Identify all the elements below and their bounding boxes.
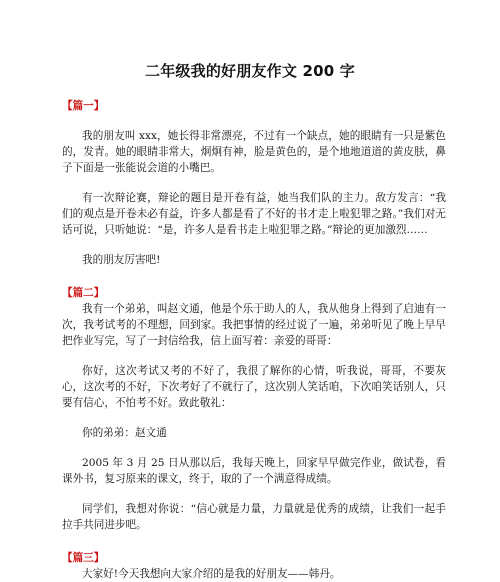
section-heading-1: 【篇一】: [62, 100, 105, 112]
paragraph: 你好，这次考试又考的不好了，我很了解你的心情，听我说，哥哥，不要灰心，这次考的不好，下次考好了不就行了，这次别人笑话咱，下次咱笑话别人，只要有信心，不怕考不好。致此敬礼：: [62, 365, 446, 409]
section-heading-2: 【篇二】: [62, 287, 105, 299]
paragraph: 大家好!今天我想向大家介绍的是我的好朋友——韩丹。: [82, 568, 341, 580]
paragraph: 同学们，我想对你说：“信心就是力量，力量就是优秀的成绩，让我们一起手拉手共同进步吧。: [62, 503, 446, 531]
section-heading-3: 【篇三】: [62, 552, 105, 564]
paragraph: 我的朋友叫 xxx，她长得非常漂亮，不过有一个缺点，她的眼睛有一只是紫色的，发青。她的眼睛非常大，炯炯有神，脸是黄色的，是个地地道道的黄皮肤，鼻子下面是一张能说会道的小嘴巴。: [62, 130, 446, 174]
article-body: [62, 98, 446, 582]
paragraph: 你的弟弟：赵文通: [82, 427, 167, 439]
paragraph: 我的朋友厉害吧!: [82, 254, 161, 266]
page-title: 二年级我的好朋友作文 200 字: [145, 62, 355, 80]
paragraph: 2005 年 3 月 25 日从那以后，我每天晚上，回家早早做完作业，做试卷，看课外书，复习原来的课文，终于，取的了一个满意得成绩。: [62, 457, 446, 485]
paragraph: 有一次辩论赛，辩论的题目是开卷有益，她当我们队的主力。敌方发言：“我们的观点是开卷未必有益，许多人都是看了不好的书才走上啦犯罪之路。”我们对无话可说，只听她说：“是，许多人是看书走上啦犯罪之路。”辩论的更加激烈……: [62, 192, 446, 236]
paragraph: 我有一个弟弟，叫赵文通，他是个乐于助人的人，我从他身上得到了启迪有一次，我考试考的不理想，回到家。我把事情的经过说了一遍，弟弟听见了晚上早早把作业写完，写了一封信给我，信上面写着：亲爱的哥哥：: [62, 303, 446, 347]
